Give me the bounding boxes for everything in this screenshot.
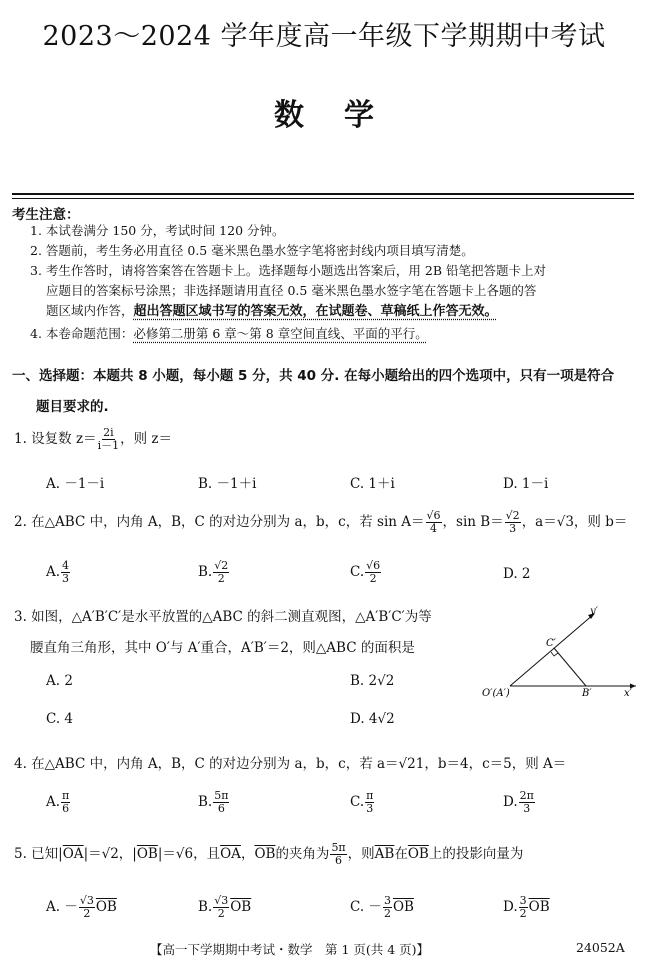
frac-den: 2 (217, 572, 225, 585)
label-y: y′ (590, 606, 598, 617)
section-heading-cont: 题目要求的. (36, 399, 109, 415)
frac-num: √2 (214, 559, 229, 572)
y-axis (510, 614, 594, 686)
fraction (79, 895, 95, 920)
opt-label: D. (503, 794, 518, 810)
frac-den: 2 (83, 907, 91, 920)
section-heading: 一、选择题：本题共 8 小题，每小题 5 分，共 40 分. 在每小题给出的四个选项中，只有一项是符合 (12, 368, 615, 384)
vector: $\overline{OB}$ (95, 899, 117, 915)
q-text: ， (240, 846, 255, 862)
frac-num: √2 (505, 509, 520, 522)
q-text: 2. 在△ABC 中，内角 A，B，C 的对边分别为 a，b，c，若 sin A＝ (14, 514, 425, 530)
fraction (426, 510, 442, 535)
option-b: B. －1＋i (198, 476, 257, 492)
option-c (350, 895, 414, 920)
q-text: 的夹角为 (275, 846, 330, 862)
segment-cb (554, 648, 586, 686)
vector: $\overline{OB}$ (136, 846, 158, 862)
option-d (503, 895, 550, 920)
paper-code: 24052A (576, 940, 625, 955)
question-2 (14, 510, 627, 535)
vector: $\overline{OB}$ (254, 846, 276, 862)
notice-item: 1. 本试卷满分 150 分，考试时间 120 分钟。 (30, 223, 285, 238)
frac-num: 5π (214, 789, 229, 802)
fraction (213, 895, 229, 920)
option-a (46, 895, 117, 920)
fraction (519, 790, 535, 815)
frac-num: √3 (214, 894, 229, 907)
fraction (61, 790, 70, 815)
notice-title: 考生注意： (12, 207, 80, 223)
frac-num: π (366, 789, 374, 802)
opt-label: B. (198, 564, 213, 580)
frac-num: √6 (426, 509, 441, 522)
option-a (46, 560, 71, 585)
option-c: C. 4 (46, 711, 74, 727)
frac-den: 2 (217, 907, 225, 920)
label-c: C′ (546, 638, 556, 649)
option-b (198, 560, 230, 585)
frac-den: 2 (519, 907, 527, 920)
option-d: D. 2 (503, 566, 531, 582)
frac-num: 2i (103, 426, 114, 439)
fraction (98, 427, 120, 452)
q-text: ，则 z＝ (120, 431, 173, 447)
fraction (365, 560, 381, 585)
question-3-cont: 腰直角三角形，其中 O′与 A′重合，A′B′＝2，则△ABC 的面积是 (30, 640, 415, 656)
notice-item: 3. 考生作答时，请将答案答在答题卡上。选择题每小题选出答案后，用 2B 铅笔把答题卡上对 (30, 263, 546, 278)
vector: $\overline{OB}$ (230, 899, 252, 915)
q-text: 上的投影向量为 (428, 846, 524, 862)
q-text: ，sin B＝ (442, 514, 504, 530)
q-text: ，a＝√3，则 b＝ (521, 514, 628, 530)
subject-title: 数学 (274, 98, 414, 133)
opt-label: A. (46, 794, 61, 810)
label-x: x′ (624, 688, 632, 699)
option-a (46, 790, 71, 815)
opt-label: A. － (46, 899, 78, 915)
opt-label: B. (198, 794, 213, 810)
divider (12, 198, 634, 199)
q-text: 5. 已知| (14, 846, 63, 862)
q-text: |＝√2，| (83, 846, 137, 862)
opt-label: A. (46, 564, 61, 580)
frac-den: i－1 (97, 439, 120, 452)
option-d (503, 790, 536, 815)
fraction (519, 895, 528, 920)
label-b: B′ (582, 688, 592, 699)
oblique-diagram (478, 600, 638, 700)
frac-num: π (62, 789, 70, 802)
vector: $\overline{OA}$ (220, 846, 241, 862)
frac-den: 6 (62, 802, 70, 815)
vector: $\overline{OA}$ (62, 846, 84, 862)
notice-text: 4. 本卷命题范围： (30, 326, 134, 341)
frac-num: √6 (366, 559, 381, 572)
frac-den: 3 (523, 802, 531, 815)
option-d: D. 4√2 (350, 711, 395, 727)
option-b: B. 2√2 (350, 673, 395, 689)
notice-item: 应题目的答案标号涂黑；非选择题请用直径 0.5 毫米黑色墨水签字笔在答题卡上各题的答 (46, 283, 537, 298)
option-c (350, 790, 375, 815)
option-d: D. 1－i (503, 476, 549, 492)
notice-emphasis: 必修第二册第 6 章～第 8 章空间直线、平面的平行。 (133, 326, 428, 341)
opt-label: D. (503, 899, 518, 915)
frac-den: 3 (366, 802, 374, 815)
exam-title: 2023～2024 学年度高一年级下学期期中考试 (42, 21, 606, 52)
fraction (213, 560, 229, 585)
vector: $\overline{AB}$ (374, 846, 395, 862)
frac-den: 6 (217, 802, 225, 815)
fraction (505, 510, 521, 535)
vector: $\overline{OB}$ (392, 899, 414, 915)
right-angle-mark (551, 652, 558, 656)
notice-emphasis: 超出答题区域书写的答案无效，在试题卷、草稿纸上作答无效。 (133, 304, 498, 319)
notice-text: 题区域内作答， (46, 303, 134, 318)
frac-num: 4 (62, 559, 70, 572)
question-5 (14, 842, 523, 867)
frac-num: 2π (519, 789, 534, 802)
fraction (383, 895, 392, 920)
notice-item (46, 301, 498, 322)
fraction (61, 560, 70, 585)
option-a: A. －1－i (46, 476, 105, 492)
frac-den: 4 (430, 522, 437, 535)
vector: $\overline{OB}$ (528, 899, 550, 915)
q-text: |＝√6，且 (157, 846, 221, 862)
frac-num: √3 (79, 894, 94, 907)
page-footer: 【高一下学期期中考试・数学 第 1 页(共 4 页)】 (150, 942, 430, 957)
q-text: 1. 设复数 z＝ (14, 431, 97, 447)
opt-label: C. (350, 564, 365, 580)
question-3: 3. 如图，△A′B′C′是水平放置的△ABC 的斜二测直观图，△A′B′C′为等 (14, 609, 432, 625)
notice-item (30, 324, 428, 344)
option-c (350, 560, 382, 585)
opt-label: C. (350, 794, 365, 810)
label-o: O′(A′) (482, 688, 510, 699)
divider (12, 193, 634, 195)
fraction (365, 790, 374, 815)
vector: $\overline{OB}$ (407, 846, 429, 862)
option-b (198, 895, 251, 920)
fraction (213, 790, 229, 815)
frac-den: 3 (509, 522, 517, 535)
question-4: 4. 在△ABC 中，内角 A，B，C 的对边分别为 a，b，c，若 a＝√21，b＝4，c＝5，则 A＝ (14, 756, 567, 772)
frac-den: 2 (369, 572, 377, 585)
q-text: 在 (394, 846, 408, 862)
frac-num: 3 (383, 894, 391, 907)
frac-den: 6 (335, 854, 343, 867)
frac-num: 3 (519, 894, 527, 907)
opt-label: C. － (350, 899, 382, 915)
frac-num: 5π (331, 841, 346, 854)
opt-label: B. (198, 899, 213, 915)
question-1 (14, 427, 172, 452)
option-c: C. 1＋i (350, 476, 395, 492)
fraction (330, 842, 346, 867)
q-text: ，则 (347, 846, 375, 862)
frac-den: 2 (383, 907, 391, 920)
option-b (198, 790, 230, 815)
option-a: A. 2 (46, 673, 73, 689)
frac-den: 3 (62, 572, 70, 585)
notice-item: 2. 答题前，考生务必用直径 0.5 毫米黑色墨水签字笔将密封线内项目填写清楚。 (30, 243, 474, 258)
